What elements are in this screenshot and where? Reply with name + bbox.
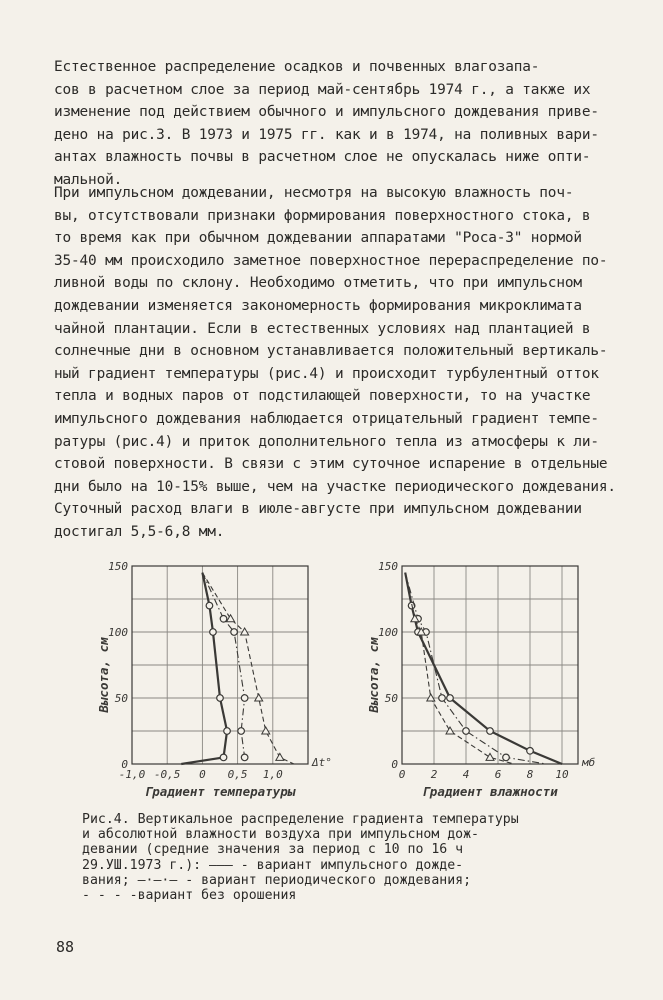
x-tick-label: 2: [430, 768, 438, 781]
data-point: [224, 728, 231, 735]
x-unit-label: Δt°: [312, 756, 332, 769]
data-point: [527, 748, 534, 755]
data-point: [486, 753, 494, 760]
data-point: [262, 727, 270, 734]
data-point: [206, 602, 213, 609]
humidity-gradient-chart: [366, 556, 610, 806]
y-tick-label: 150: [378, 560, 398, 573]
data-point: [439, 695, 446, 702]
series-solid: [405, 573, 562, 764]
data-point: [487, 728, 494, 735]
series-line-solid: [405, 573, 562, 764]
data-point: [503, 754, 510, 761]
y-tick-label: 150: [108, 560, 128, 573]
x-unit-label: мб: [582, 756, 596, 769]
data-point: [220, 616, 227, 623]
data-point: [210, 629, 217, 636]
chart-grid: [132, 566, 308, 764]
data-point: [238, 728, 245, 735]
figure-caption: Рис.4. Вертикальное распределение градиента температуры и абсолютной влажности воздуха при импульсном дож- девании (средние значения за период с 10 по 16 ч 29.УШ.1973 г.): ——— - вариант импульсного дожде- вания; —·—·— - вариант периодического дождевания; - - - -вариант без орошения: [82, 812, 519, 904]
temperature-gradient-chart: [96, 556, 340, 806]
x-tick-label: 1,0: [262, 768, 283, 781]
x-axis-title: Градиент влажности: [422, 784, 558, 799]
data-point: [447, 695, 454, 702]
y-axis-title: Высота, см: [96, 637, 111, 713]
x-tick-label: -1,0: [118, 768, 146, 781]
data-point: [241, 695, 248, 702]
paragraph-1: Естественное распределение осадков и почвенных влагозапа- сов в расчетном слое за период май-сентябрь 1974 г., а также их изменение под действием обычного и импульсного дождевания приве- дено на рис.3. В 1973 и 1975 гг. как и в 1974, на поливных вари- антах влажность почвы в расчетном слое не опускалась ниже опти- мальной.: [54, 59, 599, 188]
data-point: [241, 628, 249, 635]
x-tick-label: 6: [494, 768, 502, 781]
x-axis-title: Градиент температуры: [144, 784, 296, 799]
paragraph-2: При импульсном дождевании, несмотря на высокую влажность поч- вы, отсутствовали признаки формирования поверхностного стока, в то время как при обычном дождевании аппаратами "Роса-3" нормой 35-40 мм происходило заметное поверхностное перераспределение по- ливной воды по склону. Необходимо отметить, что при импульсном дождевании изменяется закономерность формирования микроклимата чайной плантации. Если в естественных условиях над плантацией в солнечные дни в основном устанавливается положительный вертикаль- ный градиент температуры (рис.4) и происходит турбулентный отток тепла и водных паров от подстилающей поверхности, то на участке импульсного дождевания наблюдается отрицательный градиент темпе- ратуры (рис.4) и приток дополнительного тепла из атмосферы к ли- стовой поверхности. В связи с этим суточное испарение в отдельные дни было на 10-15% выше, чем на участке периодического дождевания. Суточный расход влаги в июле-августе при импульсном дождевании достигал 5,5-6,8 мм.: [54, 185, 616, 540]
y-tick-label: 100: [378, 626, 398, 639]
data-point: [220, 754, 227, 761]
data-point: [463, 728, 470, 735]
x-tick-label: 10: [555, 768, 569, 781]
y-axis-title: Высота, см: [366, 637, 381, 713]
y-tick-label: 50: [384, 692, 398, 705]
series-solid: [181, 573, 230, 764]
y-tick-label: 0: [391, 758, 398, 771]
x-tick-label: 0,5: [227, 768, 248, 781]
y-tick-label: 50: [114, 692, 128, 705]
page-number: 88: [56, 938, 75, 956]
x-tick-label: 0: [199, 768, 206, 781]
x-tick-label: -0,5: [153, 768, 181, 781]
x-tick-label: 8: [526, 768, 534, 781]
data-point: [231, 629, 238, 636]
x-tick-label: 0: [398, 768, 406, 781]
data-point: [276, 753, 284, 760]
data-point: [217, 695, 224, 702]
x-tick-label: 4: [462, 768, 470, 781]
y-tick-label: 0: [121, 758, 128, 771]
data-point: [227, 615, 235, 622]
data-point: [255, 694, 263, 701]
y-tick-label: 100: [108, 626, 128, 639]
data-point: [241, 754, 248, 761]
data-point: [446, 727, 454, 734]
